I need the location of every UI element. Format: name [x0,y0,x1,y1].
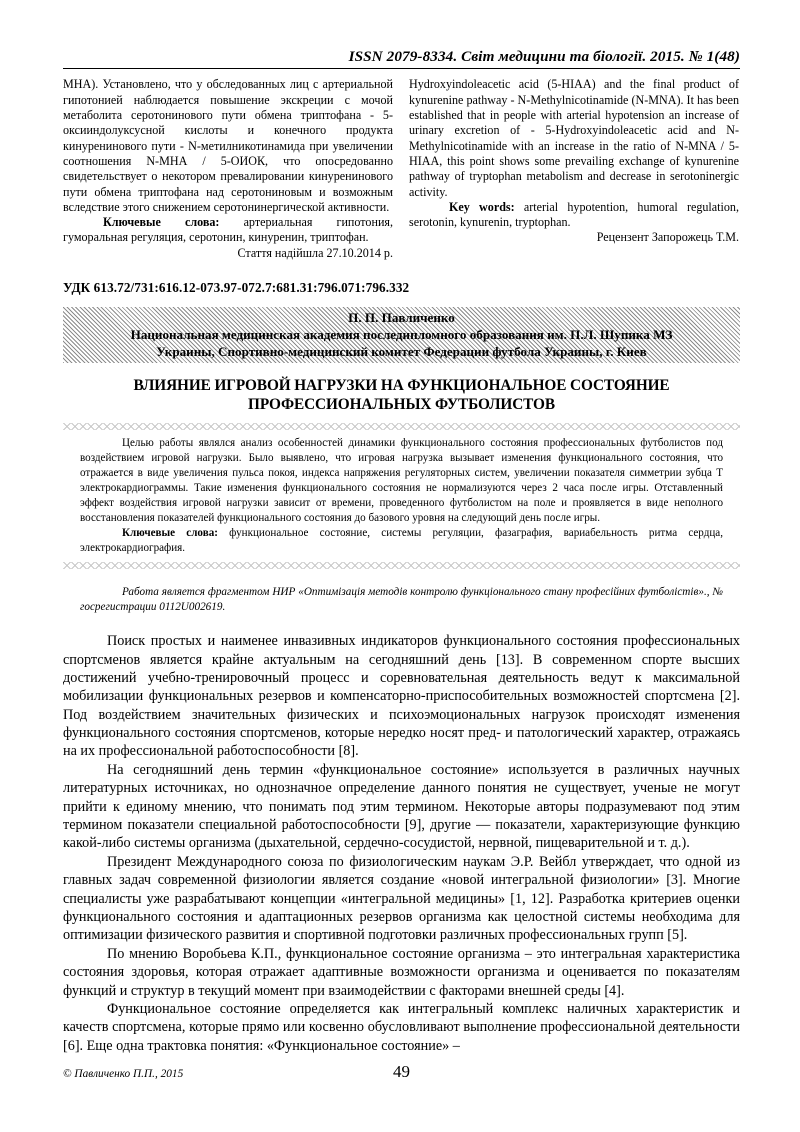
funding-note-text: Работа является фрагментом НИР «Оптимізація методів контролю функціонального стану професійних футболістів»., № госрегистрации 0112U002619. [80,585,723,613]
article-title-line-1: ВЛИЯНИЕ ИГРОВОЙ НАГРУЗКИ НА ФУНКЦИОНАЛЬНОЕ СОСТОЯНИЕ [133,377,670,395]
funding-note [63,585,740,615]
body-paragraph: Функциональное состояние определяется как интегральный комплекс наличных характеристик и качеств спортсмена, которые прямо или косвенно обусловливают выполнение профессиональной деятельности [6]. Еще одна трактовка понятия: «Функциональное состояние» – [63,1000,740,1054]
abstract-ru-keywords-label: Ключевые слова: [103,215,220,230]
running-head: ISSN 2079-8334. Світ медицини та біології. 2015. № 1(48) [348,48,740,65]
author-name: П. П. Павличенко [348,310,455,326]
page-footer [63,1062,740,1096]
page-content [63,0,740,1055]
abstract-ru-keywords-text: артериальная гипотония, гуморальная регуляция, серотонин, кинуренин, триптофан. [63,215,393,245]
page-number: 49 [393,1062,410,1081]
abstract-en-keywords-label: Key words: [449,199,515,214]
header-rule [63,68,740,69]
abstract-keywords [80,526,723,556]
copyright-notice: © Павличенко П.П., 2015 [63,1068,184,1080]
body-paragraph: Поиск простых и наименее инвазивных индикаторов функционального состояния профессиональных спортсменов является крайне актуальным на сегодняшний день [13]. В современном спорте высших достижений учебно-тренировочный процесс и соревновательная деятельность ведут к максимальной мобилизации функциональных резервов и компенсаторно-приспособительных возможностей спортсмена [2]. Под воздействием значительных физических и психоэмоциональных нагрузок происходят изменения функционального состояния спортсменов, которые нередко носят пред- и патологический характер, отражаясь на их профессиональной работоспособности [8]. [63,633,740,760]
article-title-line-2: ПРОФЕССИОНАЛЬНЫХ ФУТБОЛИСТОВ [248,395,555,413]
zigzag-separator-top [63,423,740,430]
affiliation-line-1: Национальная медицинская академия последипломного образования им. П.Л. Шупика МЗ [130,327,673,343]
two-column-abstract [63,77,740,261]
zigzag-separator-bottom [63,562,740,569]
abstract-text: Целью работы являлся анализ особенностей динамики функционального состояния профессиональных футболистов под воздействием игровой нагрузки. Было выявлено, что игровая нагрузка вызывает изменения функционального состояния, что отражается в виде увеличения пульса покоя, индекса напряжения регуляторных систем, увеличении показателя симметрии зубца Т электрокардиограммы. Такие изменения функционального состояния не нормализуются через 2 часа после игры. Отставленный эффект воздействия игровой нагрузки зависит от времени, проведенного футболистом на поле и проявляется в виде неполного восстановления показателей функционального состояния до базового уровня на следующий день после игры. [80,437,723,524]
article-title [63,377,740,414]
abstract-en-body: Hydroxyindoleacetic acid (5-HIAA) and the final product of kynurenine pathway - N-Methylnicotinamide (N-MNA). It has been established that in people with arterial hypotension an increase of urinary excretion of - 5-Hydroxyindoleacetic acid and N-Methylnicotinamide with an increase in the ratio of N-MNA / 5-HIAA, this point shows some prevailing exchange of kynurenine pathway of tryptophan metabolism and decrease in serotoninergic activity. [409,77,739,199]
abstract-keywords-text: функциональное состояние, системы регуляции, фазаграфия, вариабельность ритма сердца, электрокардиография. [80,526,723,554]
author-affiliation-band [63,307,740,363]
abstract-column-russian [63,77,393,261]
received-date: Стаття надійшла 27.10.2014 р. [237,245,393,260]
abstract-ru-body: МНА). Установлено, что у обследованных лиц с артериальной гипотонией наблюдается повышение экскреции с мочой метаболита серотонинового пути обмена триптофана - 5-оксииндолуксусной кислоты и конечного продукта кинуренинового пути - N-метилникотинамида при увеличении соотношения N-МНА / 5-ОИОК, что опосредованно свидетельствует о некотором превалировании кинуренинового пути обмена триптофана над серотониновым и возможным вследствие этого снижением серотонинергической активности. [63,77,393,214]
body-paragraph: По мнению Воробьева К.П., функциональное состояние организма – это интегральная характеристика состояния здоровья, которая отражает адаптивные возможности организма и оценивается по показателям функций и структур в текущий момент при взаимодействии с факторами внешней среды [4]. [63,945,740,999]
abstract-block [63,436,740,555]
affiliation-line-2: Украины, Спортивно-медицинский комитет Федерации футбола Украины, г. Киев [156,344,647,360]
body-paragraph: На сегодняшний день термин «функциональное состояние» используется в различных научных литературных источниках, но однозначное определение данного понятия не существует, ученые не могут прийти к единому мнению, что понимать под этим термином. Некоторые авторы подразумевают под этим термином показатели специальной работоспособности [9], другие — показатели, характеризующие функцию какой-либо системы организма (дыхательной, сердечно-сосудистой, нервной, пищеварительной и т. д.). [63,761,740,852]
abstract-ru-keywords [63,215,393,246]
article-body [63,632,740,1055]
abstract-keywords-label: Ключевые слова: [122,526,218,539]
abstract-column-english [409,77,739,261]
body-paragraph: Президент Международного союза по физиологическим наукам Э.Р. Вейбл утверждает, что одной из главных задач современной физиологии является создание «новой интегральной физиологии» [3]. Многие специалисты уже разрабатывают концепции «интегральной медицины» [1, 12]. Разработка критериев оценки функционального состояния и адаптационных резервов организма как целостной системы необходима для оптимизации физического развития и спортивной подготовки различных профессиональных групп [5]. [63,853,740,944]
abstract-en-keywords-text: arterial hypotention, humoral regulation, serotonin, kynurenin, tryptophan. [409,199,739,230]
reviewer-name: Рецензент Запорожець Т.М. [596,230,739,245]
abstract-en-keywords [409,200,739,231]
udc-code: УДК 613.72/731:616.12-073.97-072.7:681.31:796.071:796.332 [63,280,410,296]
